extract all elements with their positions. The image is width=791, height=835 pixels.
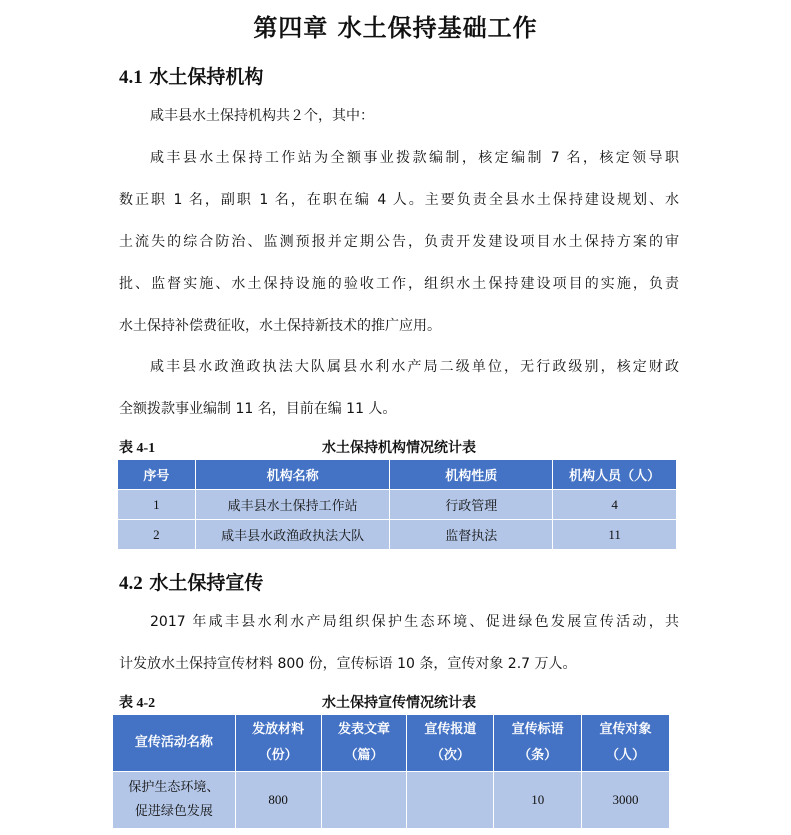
paragraph-brigade	[119, 346, 679, 430]
col-header: 机构名称	[195, 460, 390, 490]
table-cell	[407, 772, 494, 829]
paragraph-line: 咸丰县水土保持机构共２个，其中：	[150, 108, 374, 124]
table-cell: 咸丰县水政渔政执法大队	[195, 520, 390, 550]
section-heading-4-1	[119, 62, 263, 89]
paragraph-publicity	[119, 601, 679, 685]
table-row	[118, 490, 677, 520]
section-title: 水土保持宣传	[149, 572, 264, 594]
paragraph-line: 批、监督实施、水土保持设施的验收工作，组织水土保持建设项目的实施，负责	[119, 276, 679, 292]
table-title: 水土保持机构情况统计表	[322, 440, 476, 456]
table-cell	[321, 772, 407, 829]
section-number: 4.2	[119, 573, 143, 594]
paragraph-line: 全额拨款事业编制 11 名，目前在编 11 人。	[119, 401, 397, 417]
table-id: 表 4-2	[119, 696, 156, 711]
table2-caption	[119, 692, 679, 712]
table-row	[118, 520, 677, 550]
paragraph-line: 数正职 1 名，副职 1 名，在职在编 4 人。主要负责全县水土保持建设规划、水	[119, 192, 679, 208]
col-header: 宣传标语 （条）	[494, 715, 582, 772]
table-publicity	[112, 714, 670, 829]
table-cell: 监督执法	[390, 520, 553, 550]
paragraph-intro	[119, 95, 679, 137]
table-cell: 保护生态环境、 促进绿色发展	[113, 772, 236, 829]
col-header: 发表文章 （篇）	[321, 715, 407, 772]
chapter-title: 第四章 水土保持基础工作	[253, 14, 538, 42]
paragraph-line: 咸丰县水土保持工作站为全额事业拨款编制，核定编制 7 名，核定领导职	[150, 150, 679, 166]
paragraph-line: 咸丰县水政渔政执法大队属县水利水产局二级单位，无行政级别，核定财政	[150, 359, 679, 375]
col-header: 机构人员（人）	[553, 460, 677, 490]
paragraph-line: 计发放水土保持宣传材料 800 份，宣传标语 10 条，宣传对象 2.7 万人。	[119, 656, 577, 672]
table-cell: 11	[553, 520, 677, 550]
col-header: 宣传对象 （人）	[582, 715, 670, 772]
table-title: 水土保持宣传情况统计表	[322, 695, 476, 711]
col-header: 宣传报道 （次）	[407, 715, 494, 772]
table-header-row	[113, 715, 670, 772]
section-title: 水土保持机构	[149, 66, 264, 88]
paragraph-line: 2017 年咸丰县水利水产局组织保护生态环境、促进绿色发展宣传活动，共	[150, 614, 679, 630]
table-cell: 800	[235, 772, 321, 829]
table-id: 表 4-1	[119, 441, 156, 456]
table-cell: 3000	[582, 772, 670, 829]
col-header: 机构性质	[390, 460, 553, 490]
col-header: 序号	[118, 460, 196, 490]
col-header: 发放材料 （份）	[235, 715, 321, 772]
section-heading-4-2	[119, 568, 263, 595]
paragraph-station	[119, 137, 679, 347]
section-number: 4.1	[119, 67, 143, 88]
table1-caption	[119, 437, 679, 457]
table-header-row	[118, 460, 677, 490]
table-cell: 咸丰县水土保持工作站	[195, 490, 390, 520]
table-cell: 行政管理	[390, 490, 553, 520]
paragraph-line: 水土保持补偿费征收，水土保持新技术的推广应用。	[119, 318, 441, 334]
table-cell: 10	[494, 772, 582, 829]
col-header: 宣传活动名称	[113, 715, 236, 772]
table-cell: 2	[118, 520, 196, 550]
table-cell: 4	[553, 490, 677, 520]
table-agencies	[117, 459, 677, 550]
table-cell: 1	[118, 490, 196, 520]
paragraph-line: 土流失的综合防治、监测预报并定期公告，负责开发建设项目水土保持方案的审	[119, 234, 679, 250]
table-row	[113, 772, 670, 829]
